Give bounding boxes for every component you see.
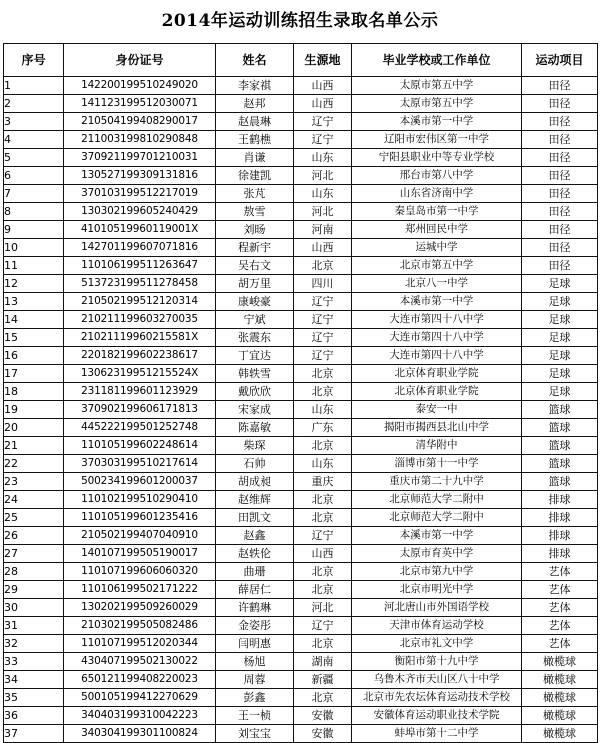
cell-id-number: 211003199810290848 xyxy=(64,131,216,149)
cell-origin: 山西 xyxy=(294,239,352,257)
table-header xyxy=(4,44,598,77)
cell-name: 胡成昶 xyxy=(216,473,294,491)
cell-sport: 田径 xyxy=(522,239,598,257)
table-row xyxy=(4,725,598,743)
table-row xyxy=(4,707,598,725)
cell-origin: 山西 xyxy=(294,95,352,113)
cell-origin: 安徽 xyxy=(294,725,352,743)
cell-name: 赵晨琳 xyxy=(216,113,294,131)
cell-id-number: 142701199607071816 xyxy=(64,239,216,257)
table-row xyxy=(4,77,598,95)
cell-sport: 田径 xyxy=(522,95,598,113)
table-row xyxy=(4,293,598,311)
cell-sport: 排球 xyxy=(522,527,598,545)
cell-name: 刘旸 xyxy=(216,221,294,239)
cell-origin: 河北 xyxy=(294,599,352,617)
cell-name: 柴琛 xyxy=(216,437,294,455)
cell-sport: 橄榄球 xyxy=(522,707,598,725)
cell-sport: 田径 xyxy=(522,221,598,239)
cell-name: 闫明惠 xyxy=(216,635,294,653)
cell-origin: 山东 xyxy=(294,149,352,167)
cell-origin: 辽宁 xyxy=(294,617,352,635)
cell-school: 大连市第四十八中学 xyxy=(352,347,522,365)
header-school: 毕业学校或工作单位 xyxy=(352,44,522,77)
cell-seq: 14 xyxy=(4,311,64,329)
cell-school: 重庆市第二十九中学 xyxy=(352,473,522,491)
cell-school: 泰安一中 xyxy=(352,401,522,419)
cell-origin: 河北 xyxy=(294,203,352,221)
cell-id-number: 220182199602238617 xyxy=(64,347,216,365)
cell-sport: 田径 xyxy=(522,257,598,275)
cell-school: 河北唐山市外国语学校 xyxy=(352,599,522,617)
cell-sport: 艺体 xyxy=(522,563,598,581)
table-row xyxy=(4,491,598,509)
cell-seq: 34 xyxy=(4,671,64,689)
cell-name: 吴右文 xyxy=(216,257,294,275)
cell-school: 北京体育职业学院 xyxy=(352,365,522,383)
cell-seq: 13 xyxy=(4,293,64,311)
cell-name: 田凯文 xyxy=(216,509,294,527)
cell-seq: 26 xyxy=(4,527,64,545)
cell-name: 程新宇 xyxy=(216,239,294,257)
cell-id-number: 210302199505082486 xyxy=(64,617,216,635)
cell-id-number: 210502199407040910 xyxy=(64,527,216,545)
cell-school: 大连市第四十八中学 xyxy=(352,311,522,329)
cell-name: 宋家成 xyxy=(216,401,294,419)
cell-id-number: 231181199601123929 xyxy=(64,383,216,401)
cell-id-number: 500234199601200037 xyxy=(64,473,216,491)
cell-name: 赵鑫 xyxy=(216,527,294,545)
cell-seq: 3 xyxy=(4,113,64,131)
cell-seq: 10 xyxy=(4,239,64,257)
cell-seq: 36 xyxy=(4,707,64,725)
cell-seq: 18 xyxy=(4,383,64,401)
cell-name: 丁宜达 xyxy=(216,347,294,365)
cell-origin: 辽宁 xyxy=(294,113,352,131)
cell-name: 胡万里 xyxy=(216,275,294,293)
cell-seq: 16 xyxy=(4,347,64,365)
cell-name: 刘宝宝 xyxy=(216,725,294,743)
cell-school: 北京市先农坛体育运动技术学校 xyxy=(352,689,522,707)
cell-sport: 田径 xyxy=(522,131,598,149)
cell-origin: 北京 xyxy=(294,689,352,707)
table-row xyxy=(4,455,598,473)
table-row xyxy=(4,167,598,185)
cell-seq: 30 xyxy=(4,599,64,617)
cell-school: 山东省济南中学 xyxy=(352,185,522,203)
cell-origin: 山东 xyxy=(294,401,352,419)
cell-origin: 辽宁 xyxy=(294,131,352,149)
cell-id-number: 13062319951215524X xyxy=(64,365,216,383)
cell-school: 郑州回民中学 xyxy=(352,221,522,239)
header-name: 姓名 xyxy=(216,44,294,77)
cell-school: 太原市第五中学 xyxy=(352,77,522,95)
cell-name: 徐建凯 xyxy=(216,167,294,185)
cell-sport: 橄榄球 xyxy=(522,671,598,689)
cell-origin: 广东 xyxy=(294,419,352,437)
cell-origin: 安徽 xyxy=(294,707,352,725)
cell-name: 陈嘉敏 xyxy=(216,419,294,437)
cell-name: 李家祺 xyxy=(216,77,294,95)
cell-id-number: 110102199510290410 xyxy=(64,491,216,509)
cell-origin: 北京 xyxy=(294,383,352,401)
table-row xyxy=(4,203,598,221)
cell-school: 安徽体育运动职业技术学院 xyxy=(352,707,522,725)
cell-origin: 北京 xyxy=(294,437,352,455)
cell-name: 杨旭 xyxy=(216,653,294,671)
cell-id-number: 21021119960215581X xyxy=(64,329,216,347)
cell-sport: 艺体 xyxy=(522,599,598,617)
cell-school: 宁阳县职业中等专业学校 xyxy=(352,149,522,167)
cell-origin: 山东 xyxy=(294,455,352,473)
cell-seq: 17 xyxy=(4,365,64,383)
cell-name: 康峻豪 xyxy=(216,293,294,311)
cell-seq: 29 xyxy=(4,581,64,599)
cell-seq: 12 xyxy=(4,275,64,293)
cell-name: 曲珊 xyxy=(216,563,294,581)
cell-name: 王一桢 xyxy=(216,707,294,725)
cell-id-number: 340403199310042223 xyxy=(64,707,216,725)
cell-school: 北京市第九中学 xyxy=(352,563,522,581)
cell-sport: 橄榄球 xyxy=(522,653,598,671)
table-body xyxy=(4,77,598,743)
cell-id-number: 210502199512120314 xyxy=(64,293,216,311)
cell-sport: 排球 xyxy=(522,491,598,509)
cell-sport: 足球 xyxy=(522,293,598,311)
cell-school: 北京市礼文中学 xyxy=(352,635,522,653)
cell-sport: 足球 xyxy=(522,365,598,383)
cell-seq: 24 xyxy=(4,491,64,509)
cell-school: 太原市第五中学 xyxy=(352,95,522,113)
cell-school: 邢台市第八中学 xyxy=(352,167,522,185)
cell-id-number: 500105199412270629 xyxy=(64,689,216,707)
cell-seq: 5 xyxy=(4,149,64,167)
cell-name: 金姿彤 xyxy=(216,617,294,635)
cell-sport: 艺体 xyxy=(522,635,598,653)
table-row xyxy=(4,113,598,131)
table-row xyxy=(4,671,598,689)
cell-name: 周蓉 xyxy=(216,671,294,689)
table-row xyxy=(4,473,598,491)
table-row xyxy=(4,347,598,365)
cell-id-number: 370921199701210031 xyxy=(64,149,216,167)
cell-name: 敖雪 xyxy=(216,203,294,221)
cell-origin: 山东 xyxy=(294,185,352,203)
table-row xyxy=(4,689,598,707)
cell-origin: 河南 xyxy=(294,221,352,239)
cell-id-number: 110107199512020344 xyxy=(64,635,216,653)
table-row xyxy=(4,419,598,437)
table-row xyxy=(4,545,598,563)
cell-origin: 山西 xyxy=(294,545,352,563)
cell-seq: 20 xyxy=(4,419,64,437)
table-row xyxy=(4,239,598,257)
cell-school: 北京市第五中学 xyxy=(352,257,522,275)
cell-id-number: 110107199606060320 xyxy=(64,563,216,581)
cell-seq: 15 xyxy=(4,329,64,347)
cell-school: 秦皇岛市第一中学 xyxy=(352,203,522,221)
cell-id-number: 210211199603270035 xyxy=(64,311,216,329)
cell-school: 大连市第四十八中学 xyxy=(352,329,522,347)
cell-sport: 篮球 xyxy=(522,419,598,437)
table-row xyxy=(4,185,598,203)
cell-id-number: 130202199509260029 xyxy=(64,599,216,617)
table-row xyxy=(4,581,598,599)
cell-origin: 北京 xyxy=(294,509,352,527)
cell-seq: 32 xyxy=(4,635,64,653)
cell-seq: 8 xyxy=(4,203,64,221)
cell-sport: 足球 xyxy=(522,383,598,401)
table-row xyxy=(4,257,598,275)
cell-seq: 35 xyxy=(4,689,64,707)
cell-sport: 篮球 xyxy=(522,455,598,473)
cell-seq: 2 xyxy=(4,95,64,113)
cell-sport: 足球 xyxy=(522,275,598,293)
cell-school: 本溪市第一中学 xyxy=(352,293,522,311)
cell-id-number: 370902199606171813 xyxy=(64,401,216,419)
table-row xyxy=(4,617,598,635)
cell-id-number: 430407199502130022 xyxy=(64,653,216,671)
table-row xyxy=(4,527,598,545)
cell-school: 本溪市第一中学 xyxy=(352,527,522,545)
cell-school: 淄博市第十一中学 xyxy=(352,455,522,473)
cell-name: 赵轶伦 xyxy=(216,545,294,563)
cell-seq: 11 xyxy=(4,257,64,275)
cell-id-number: 340304199301100824 xyxy=(64,725,216,743)
cell-sport: 田径 xyxy=(522,77,598,95)
cell-origin: 北京 xyxy=(294,491,352,509)
cell-id-number: 140107199505190017 xyxy=(64,545,216,563)
cell-origin: 四川 xyxy=(294,275,352,293)
cell-seq: 7 xyxy=(4,185,64,203)
table-row xyxy=(4,401,598,419)
cell-name: 肖谦 xyxy=(216,149,294,167)
cell-id-number: 513723199511278458 xyxy=(64,275,216,293)
cell-origin: 北京 xyxy=(294,563,352,581)
cell-seq: 21 xyxy=(4,437,64,455)
table-row xyxy=(4,149,598,167)
cell-school: 蚌埠市第十二中学 xyxy=(352,725,522,743)
cell-sport: 足球 xyxy=(522,329,598,347)
cell-seq: 28 xyxy=(4,563,64,581)
cell-school: 本溪市第一中学 xyxy=(352,113,522,131)
cell-name: 许鹤琳 xyxy=(216,599,294,617)
table-row xyxy=(4,383,598,401)
cell-name: 王鹤樵 xyxy=(216,131,294,149)
cell-sport: 田径 xyxy=(522,167,598,185)
cell-school: 北京体育职业学院 xyxy=(352,383,522,401)
cell-seq: 37 xyxy=(4,725,64,743)
cell-origin: 北京 xyxy=(294,257,352,275)
cell-school: 太原市育英中学 xyxy=(352,545,522,563)
cell-name: 宁斌 xyxy=(216,311,294,329)
header-row xyxy=(4,44,598,77)
cell-id-number: 41010519960119001X xyxy=(64,221,216,239)
cell-name: 张芃 xyxy=(216,185,294,203)
cell-school: 乌鲁木齐市天山区八十中学 xyxy=(352,671,522,689)
cell-sport: 足球 xyxy=(522,311,598,329)
cell-seq: 25 xyxy=(4,509,64,527)
cell-name: 石帅 xyxy=(216,455,294,473)
cell-seq: 22 xyxy=(4,455,64,473)
cell-seq: 4 xyxy=(4,131,64,149)
table-row xyxy=(4,311,598,329)
cell-sport: 排球 xyxy=(522,545,598,563)
cell-id-number: 141123199512030071 xyxy=(64,95,216,113)
cell-id-number: 130302199605240429 xyxy=(64,203,216,221)
table-row xyxy=(4,635,598,653)
cell-sport: 足球 xyxy=(522,347,598,365)
cell-seq: 1 xyxy=(4,77,64,95)
cell-id-number: 110106199511263647 xyxy=(64,257,216,275)
cell-id-number: 370103199512217019 xyxy=(64,185,216,203)
cell-id-number: 130527199309131816 xyxy=(64,167,216,185)
cell-origin: 新疆 xyxy=(294,671,352,689)
cell-origin: 辽宁 xyxy=(294,347,352,365)
cell-origin: 辽宁 xyxy=(294,293,352,311)
cell-seq: 33 xyxy=(4,653,64,671)
cell-id-number: 142200199510249020 xyxy=(64,77,216,95)
table-row xyxy=(4,599,598,617)
table-row xyxy=(4,509,598,527)
cell-school: 运城中学 xyxy=(352,239,522,257)
cell-seq: 6 xyxy=(4,167,64,185)
cell-origin: 辽宁 xyxy=(294,527,352,545)
table-row xyxy=(4,95,598,113)
cell-origin: 湖南 xyxy=(294,653,352,671)
table-row xyxy=(4,131,598,149)
admission-table xyxy=(3,43,598,743)
header-seq: 序号 xyxy=(4,44,64,77)
cell-school: 辽阳市宏伟区第一中学 xyxy=(352,131,522,149)
table-row xyxy=(4,329,598,347)
table-row xyxy=(4,563,598,581)
table-row xyxy=(4,437,598,455)
cell-school: 北京师范大学二附中 xyxy=(352,491,522,509)
cell-id-number: 110105199602248614 xyxy=(64,437,216,455)
cell-origin: 北京 xyxy=(294,635,352,653)
cell-school: 北京八一中学 xyxy=(352,275,522,293)
cell-id-number: 110105199601235416 xyxy=(64,509,216,527)
cell-school: 北京市明光中学 xyxy=(352,581,522,599)
cell-seq: 27 xyxy=(4,545,64,563)
cell-sport: 田径 xyxy=(522,185,598,203)
cell-sport: 篮球 xyxy=(522,437,598,455)
cell-sport: 艺体 xyxy=(522,581,598,599)
table-row xyxy=(4,275,598,293)
cell-origin: 重庆 xyxy=(294,473,352,491)
cell-seq: 9 xyxy=(4,221,64,239)
cell-origin: 辽宁 xyxy=(294,311,352,329)
cell-school: 清华附中 xyxy=(352,437,522,455)
header-origin: 生源地 xyxy=(294,44,352,77)
cell-id-number: 650121199408220023 xyxy=(64,671,216,689)
cell-name: 戴欣欣 xyxy=(216,383,294,401)
cell-sport: 篮球 xyxy=(522,401,598,419)
cell-seq: 19 xyxy=(4,401,64,419)
cell-sport: 橄榄球 xyxy=(522,689,598,707)
cell-school: 衡阳市第十九中学 xyxy=(352,653,522,671)
cell-school: 天津市体育运动学校 xyxy=(352,617,522,635)
cell-id-number: 110106199502171222 xyxy=(64,581,216,599)
cell-sport: 田径 xyxy=(522,203,598,221)
cell-origin: 山西 xyxy=(294,77,352,95)
header-id-number: 身份证号 xyxy=(64,44,216,77)
cell-name: 彭鑫 xyxy=(216,689,294,707)
cell-id-number: 445222199501252748 xyxy=(64,419,216,437)
cell-seq: 23 xyxy=(4,473,64,491)
cell-name: 韩轶雪 xyxy=(216,365,294,383)
cell-name: 赵邦 xyxy=(216,95,294,113)
cell-id-number: 210504199408290017 xyxy=(64,113,216,131)
cell-school: 揭阳市揭西县北山中学 xyxy=(352,419,522,437)
page-title: 2014年运动训练招生录取名单公示 xyxy=(161,11,439,31)
cell-sport: 排球 xyxy=(522,509,598,527)
table-row xyxy=(4,653,598,671)
table-row xyxy=(4,221,598,239)
cell-name: 赵维辉 xyxy=(216,491,294,509)
cell-origin: 辽宁 xyxy=(294,329,352,347)
cell-name: 薛居仁 xyxy=(216,581,294,599)
header-sport: 运动项目 xyxy=(522,44,598,77)
cell-sport: 橄榄球 xyxy=(522,725,598,743)
cell-origin: 河北 xyxy=(294,167,352,185)
cell-id-number: 370303199510217614 xyxy=(64,455,216,473)
cell-sport: 田径 xyxy=(522,113,598,131)
cell-sport: 篮球 xyxy=(522,473,598,491)
cell-origin: 北京 xyxy=(294,581,352,599)
cell-name: 张震东 xyxy=(216,329,294,347)
table-row xyxy=(4,365,598,383)
cell-seq: 31 xyxy=(4,617,64,635)
cell-school: 北京师范大学二附中 xyxy=(352,509,522,527)
cell-sport: 艺体 xyxy=(522,617,598,635)
cell-sport: 田径 xyxy=(522,149,598,167)
cell-origin: 北京 xyxy=(294,365,352,383)
